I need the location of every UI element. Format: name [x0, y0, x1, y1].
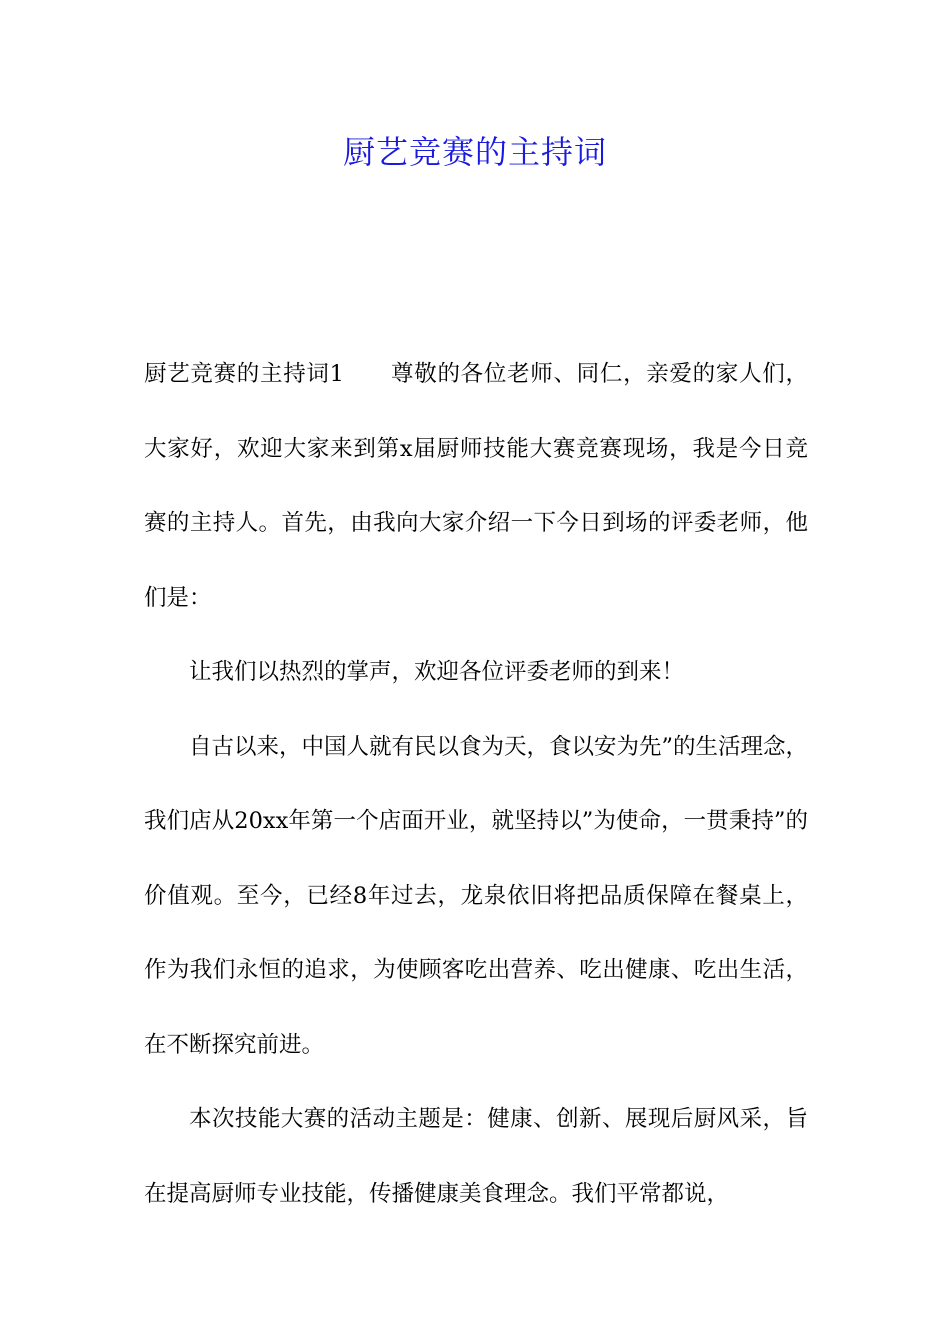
paragraph-history: 自古以来，中国人就有民以食为天，食以安为先”的生活理念，我们店从20xx年第一个店面开业，就坚持以”为使命，一贯秉持”的价值观。至今，已经8年过去，龙泉依旧将把品质保障在餐桌上，作为我们永恒的追求，为使顾客吃出营养、吃出健康、吃出生活，在不断探究前进。 — [144, 733, 809, 1058]
paragraph-theme: 本次技能大赛的活动主题是：健康、创新、展现后厨风采，旨在提高厨师专业技能，传播健康美食理念。我们平常都说， — [144, 1106, 808, 1207]
paragraph-applause: 让我们以热烈的掌声，欢迎各位评委老师的到来！ — [189, 659, 685, 685]
document-body — [144, 337, 808, 1231]
paragraph-intro: 厨艺竞赛的主持词1 尊敬的各位老师、同仁，亲爱的家人们，大家好，欢迎大家来到第x届厨师技能大赛竞赛现场，我是今日竞赛的主持人。首先，由我向大家介绍一下今日到场的评委老师，他们是： — [144, 361, 808, 611]
document-title: 厨艺竞赛的主持词 — [342, 133, 607, 171]
